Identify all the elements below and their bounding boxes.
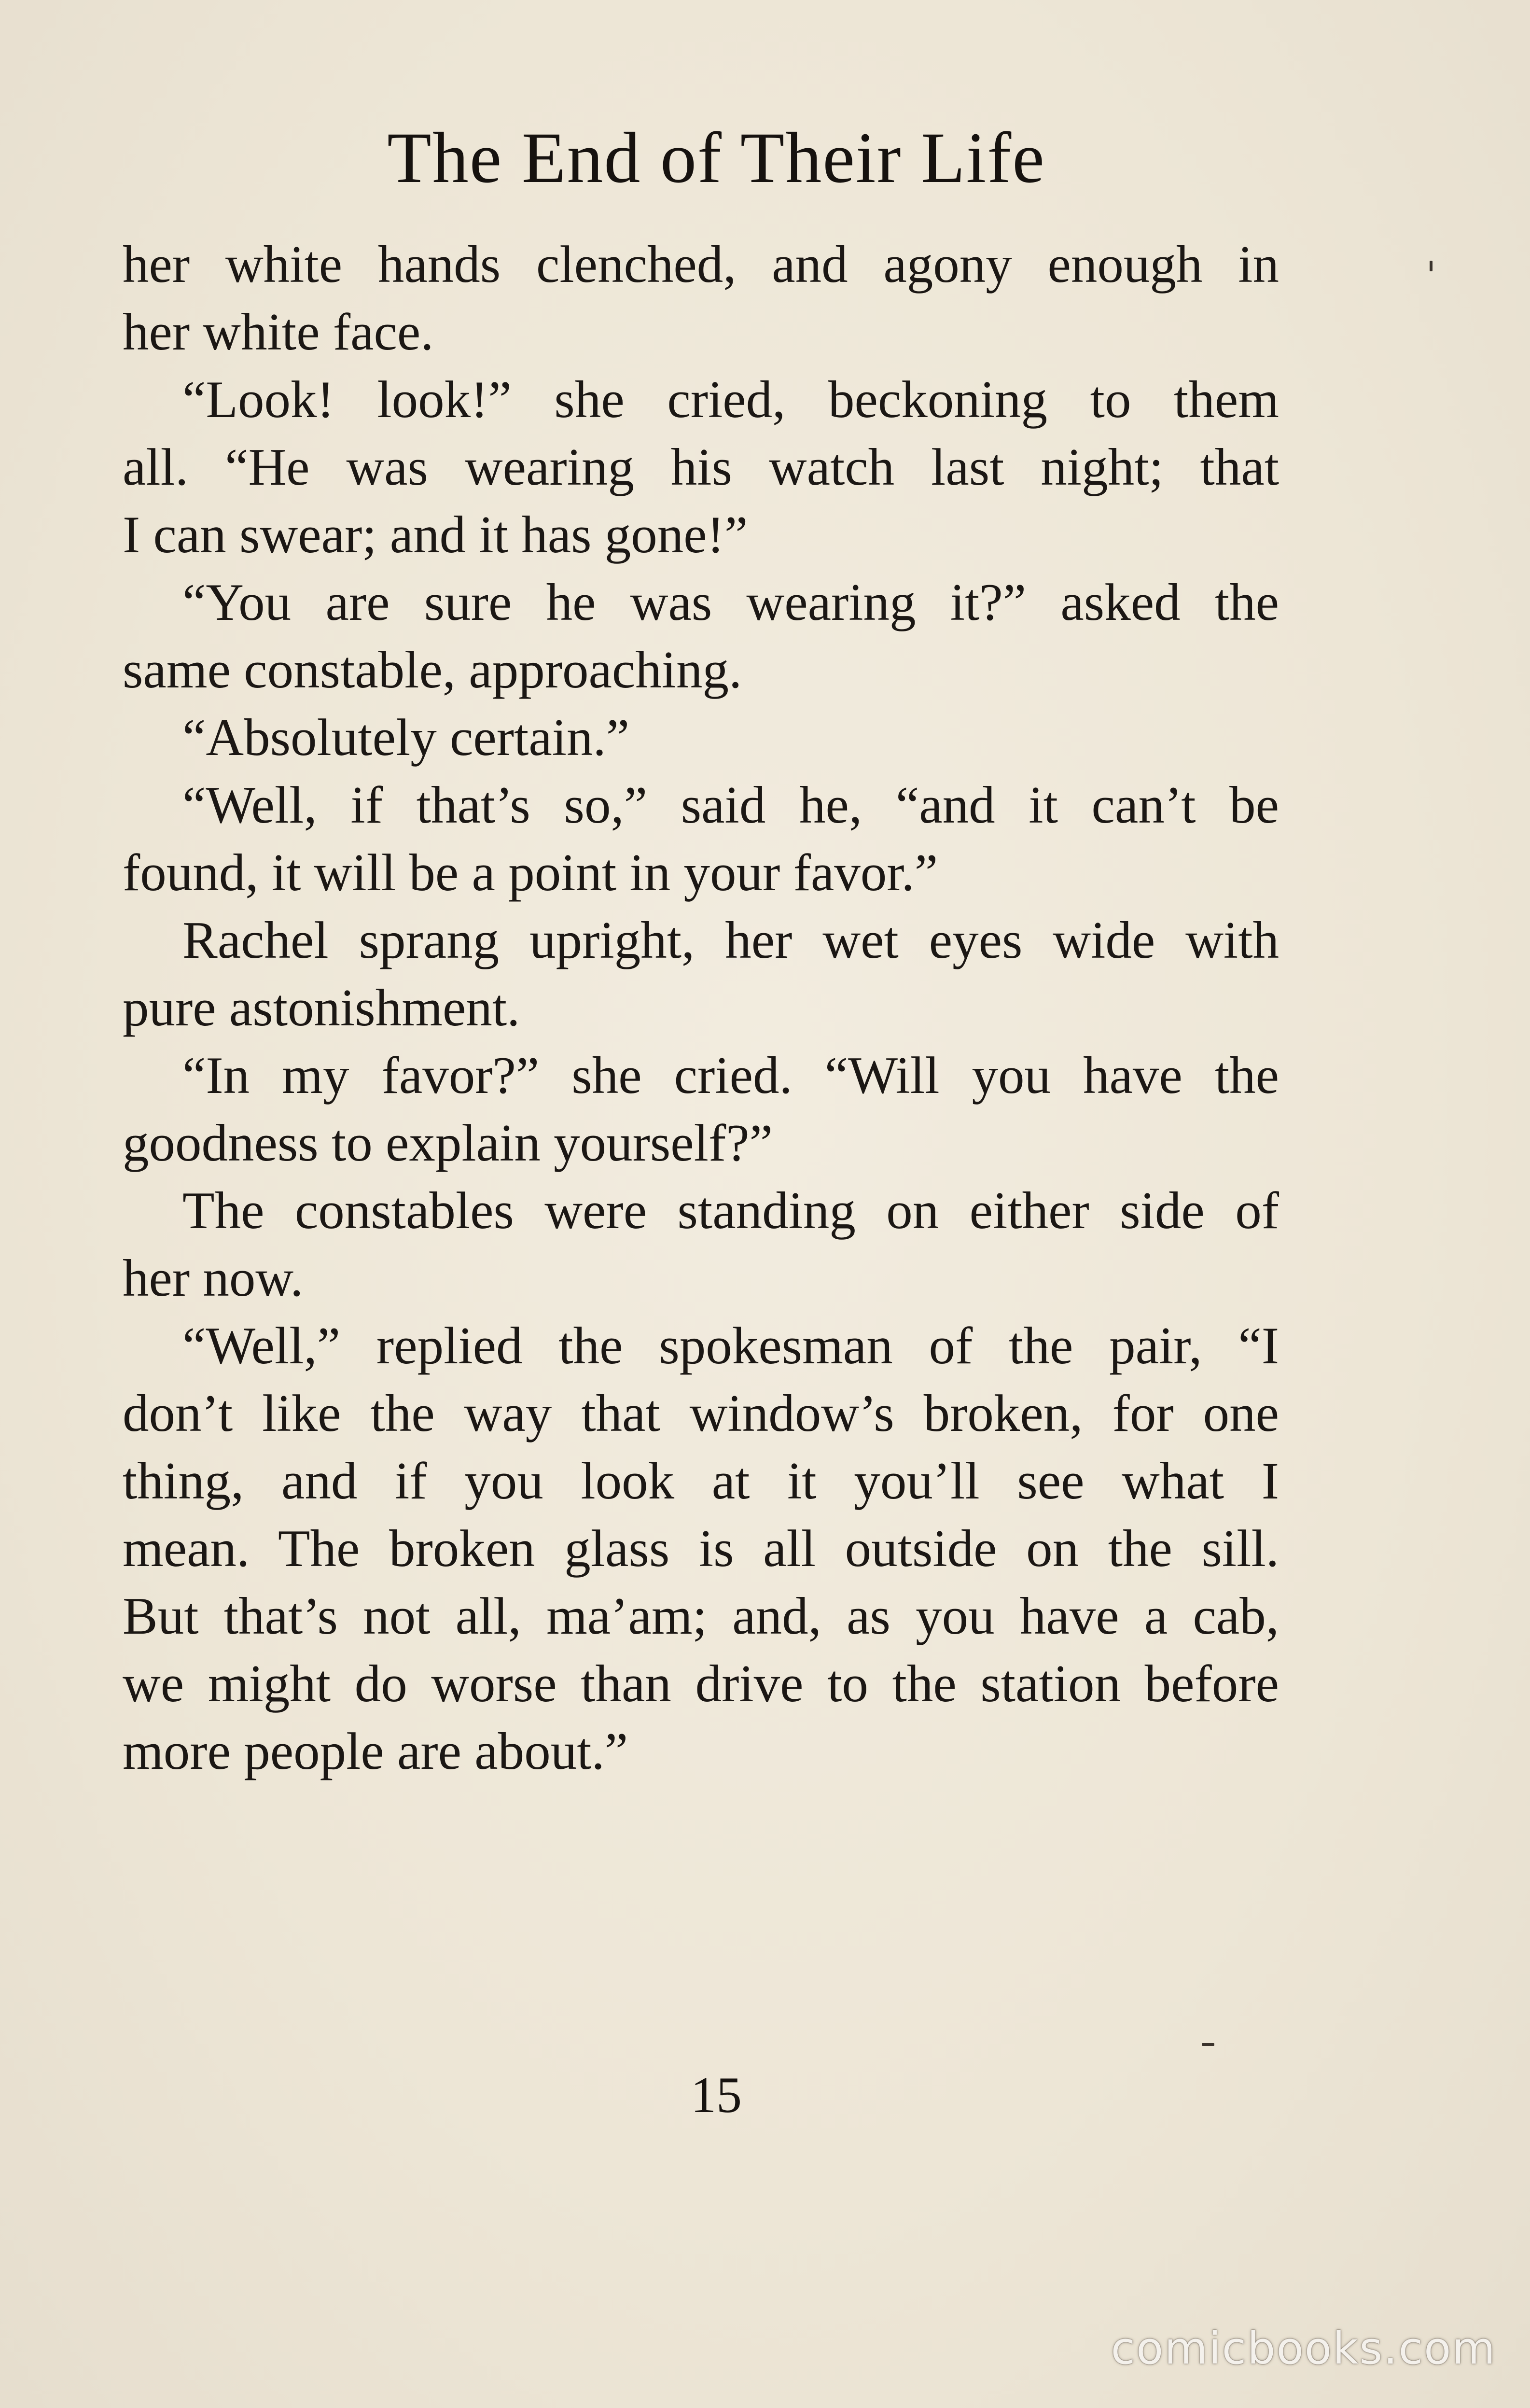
text-line: “Well,” replied the spokesman of the pair, “I (182, 1316, 1279, 1375)
text-line: But that’s not all, ma’am; and, as you have a cab, (123, 1587, 1279, 1645)
text-line: more people are about.” (123, 1722, 628, 1780)
text-line: Rachel sprang upright, her wet eyes wide with (182, 911, 1279, 969)
text-line: I can swear; and it has gone!” (123, 505, 748, 564)
watermark: comicbooks.com (1111, 2323, 1496, 2374)
text-line: “Absolutely certain.” (182, 708, 630, 767)
text-line: her white hands clenched, and agony enough in (123, 235, 1279, 294)
text-line: “You are sure he was wearing it?” asked the (182, 573, 1279, 631)
text-line: we might do worse than drive to the station before (123, 1654, 1279, 1713)
text-line: all. “He was wearing his watch last night; that (123, 438, 1279, 496)
text-line: found, it will be a point in your favor.” (123, 843, 938, 902)
text-line: same constable, approaching. (123, 641, 742, 699)
text-line: her now. (123, 1249, 304, 1307)
text-line: mean. The broken glass is all outside on the sill. (123, 1519, 1279, 1578)
text-line: goodness to explain yourself?” (123, 1114, 773, 1172)
text-line: thing, and if you look at it you’ll see what I (123, 1452, 1279, 1510)
text-line: “Look! look!” she cried, beckoning to them (182, 370, 1279, 429)
text-line: pure astonishment. (123, 979, 520, 1037)
text-line: don’t like the way that window’s broken, for one (123, 1384, 1279, 1442)
text-line: “Well, if that’s so,” said he, “and it can’t be (182, 776, 1279, 834)
text-line: “In my favor?” she cried. “Will you have the (182, 1046, 1279, 1105)
page-number: 15 (691, 2067, 742, 2123)
text-line: her white face. (123, 303, 434, 361)
running-head: The End of Their Life (387, 118, 1045, 198)
paper-speck (1202, 2043, 1214, 2046)
text-line: The constables were standing on either side of (182, 1181, 1279, 1240)
paper-speck (1430, 261, 1433, 271)
body-text (123, 231, 1279, 1785)
